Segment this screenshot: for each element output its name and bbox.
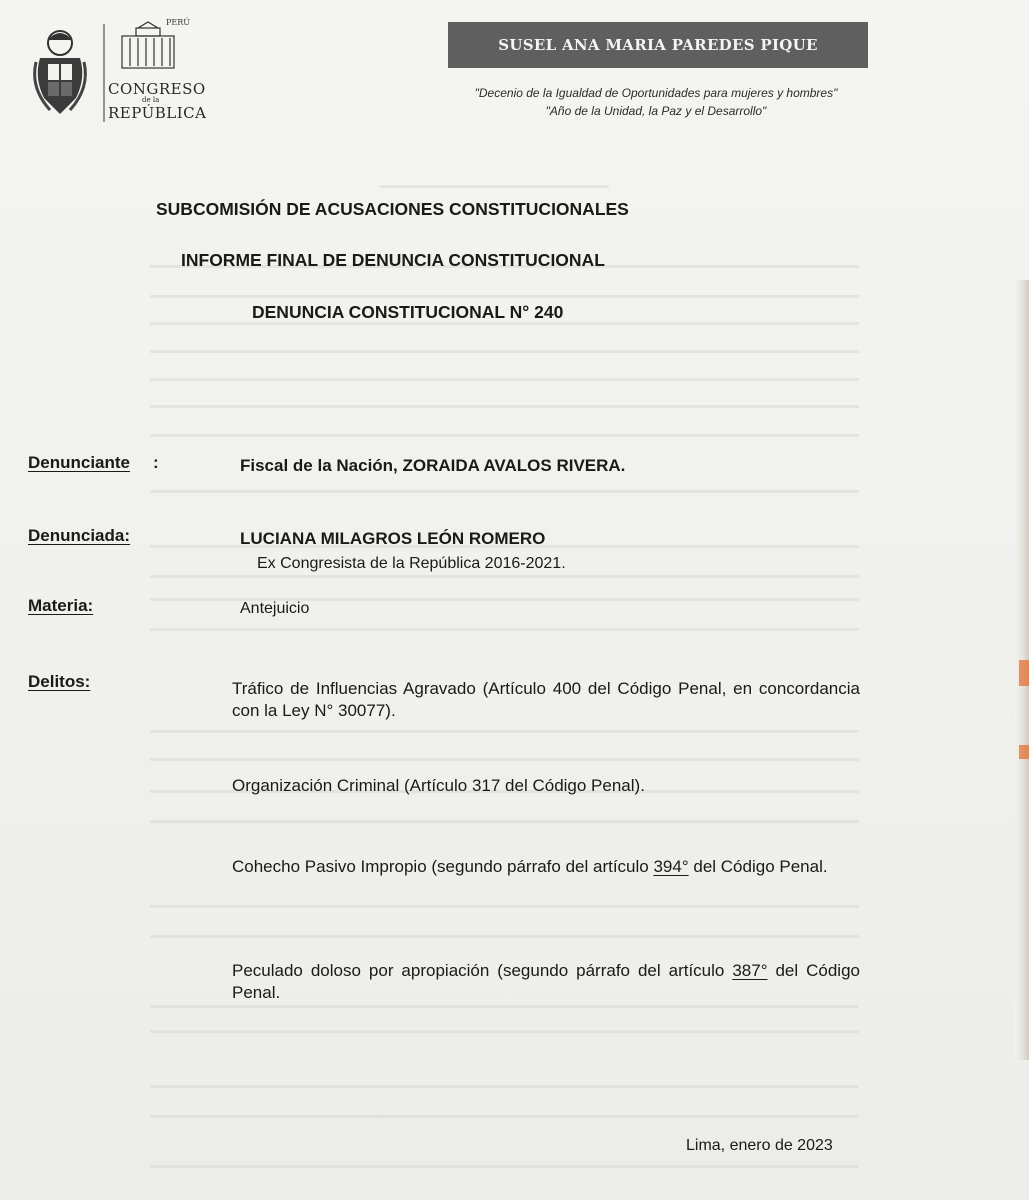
congresswoman-name-banner: SUSEL ANA MARIA PAREDES PIQUE (448, 22, 868, 68)
materia-label: Materia: (28, 596, 94, 615)
logo-country: PERÚ (166, 18, 190, 27)
place-date: Lima, enero de 2023 (686, 1137, 833, 1154)
report-title: INFORME FINAL DE DENUNCIA CONSTITUCIONAL (181, 250, 605, 270)
denunciada-detail: Ex Congresista de la República 2016-2021. (257, 555, 566, 572)
logo-text-congreso: CONGRESO (108, 80, 206, 98)
delitos-label: Delitos: (28, 672, 91, 691)
denunciante-colon: : (153, 453, 159, 472)
edge-mark (1019, 745, 1029, 759)
edge-mark (1019, 660, 1029, 686)
complaint-number-title: DENUNCIA CONSTITUCIONAL N° 240 (252, 302, 564, 322)
logo-text-republica: REPÚBLICA (108, 104, 207, 122)
materia-value: Antejuicio (240, 600, 310, 617)
delito-item: Peculado doloso por apropiación (segundo párrafo del artículo 387° del Código Penal. (232, 961, 860, 1002)
denunciada-label: Denunciada: (28, 526, 131, 545)
subcommission-title: SUBCOMISIÓN DE ACUSACIONES CONSTITUCIONALES (156, 199, 629, 219)
article-number: 394° (653, 857, 689, 876)
decade-slogan (456, 84, 856, 120)
delito-item: Tráfico de Influencias Agravado (Artículo 400 del Código Penal, en concordancia con la Ley N° 30077). (232, 679, 860, 720)
logo-text-dela: de la (142, 96, 160, 104)
year-line: "Año de la Unidad, la Paz y el Desarrollo" (545, 104, 767, 118)
decade-line: "Decenio de la Igualdad de Oportunidades para mujeres y hombres" (474, 86, 838, 100)
denunciada-value: LUCIANA MILAGROS LEÓN ROMERO (240, 529, 546, 548)
denunciante-value: Fiscal de la Nación, ZORAIDA AVALOS RIVERA. (240, 456, 626, 475)
delito-item: Organización Criminal (Artículo 317 del Código Penal). (232, 776, 645, 795)
article-number: 387° (732, 961, 768, 980)
congress-logo (30, 18, 207, 128)
delito-item: Cohecho Pasivo Impropio (segundo párrafo del artículo 394° del Código Penal. (232, 857, 828, 876)
denunciante-label: Denunciante (28, 453, 131, 472)
